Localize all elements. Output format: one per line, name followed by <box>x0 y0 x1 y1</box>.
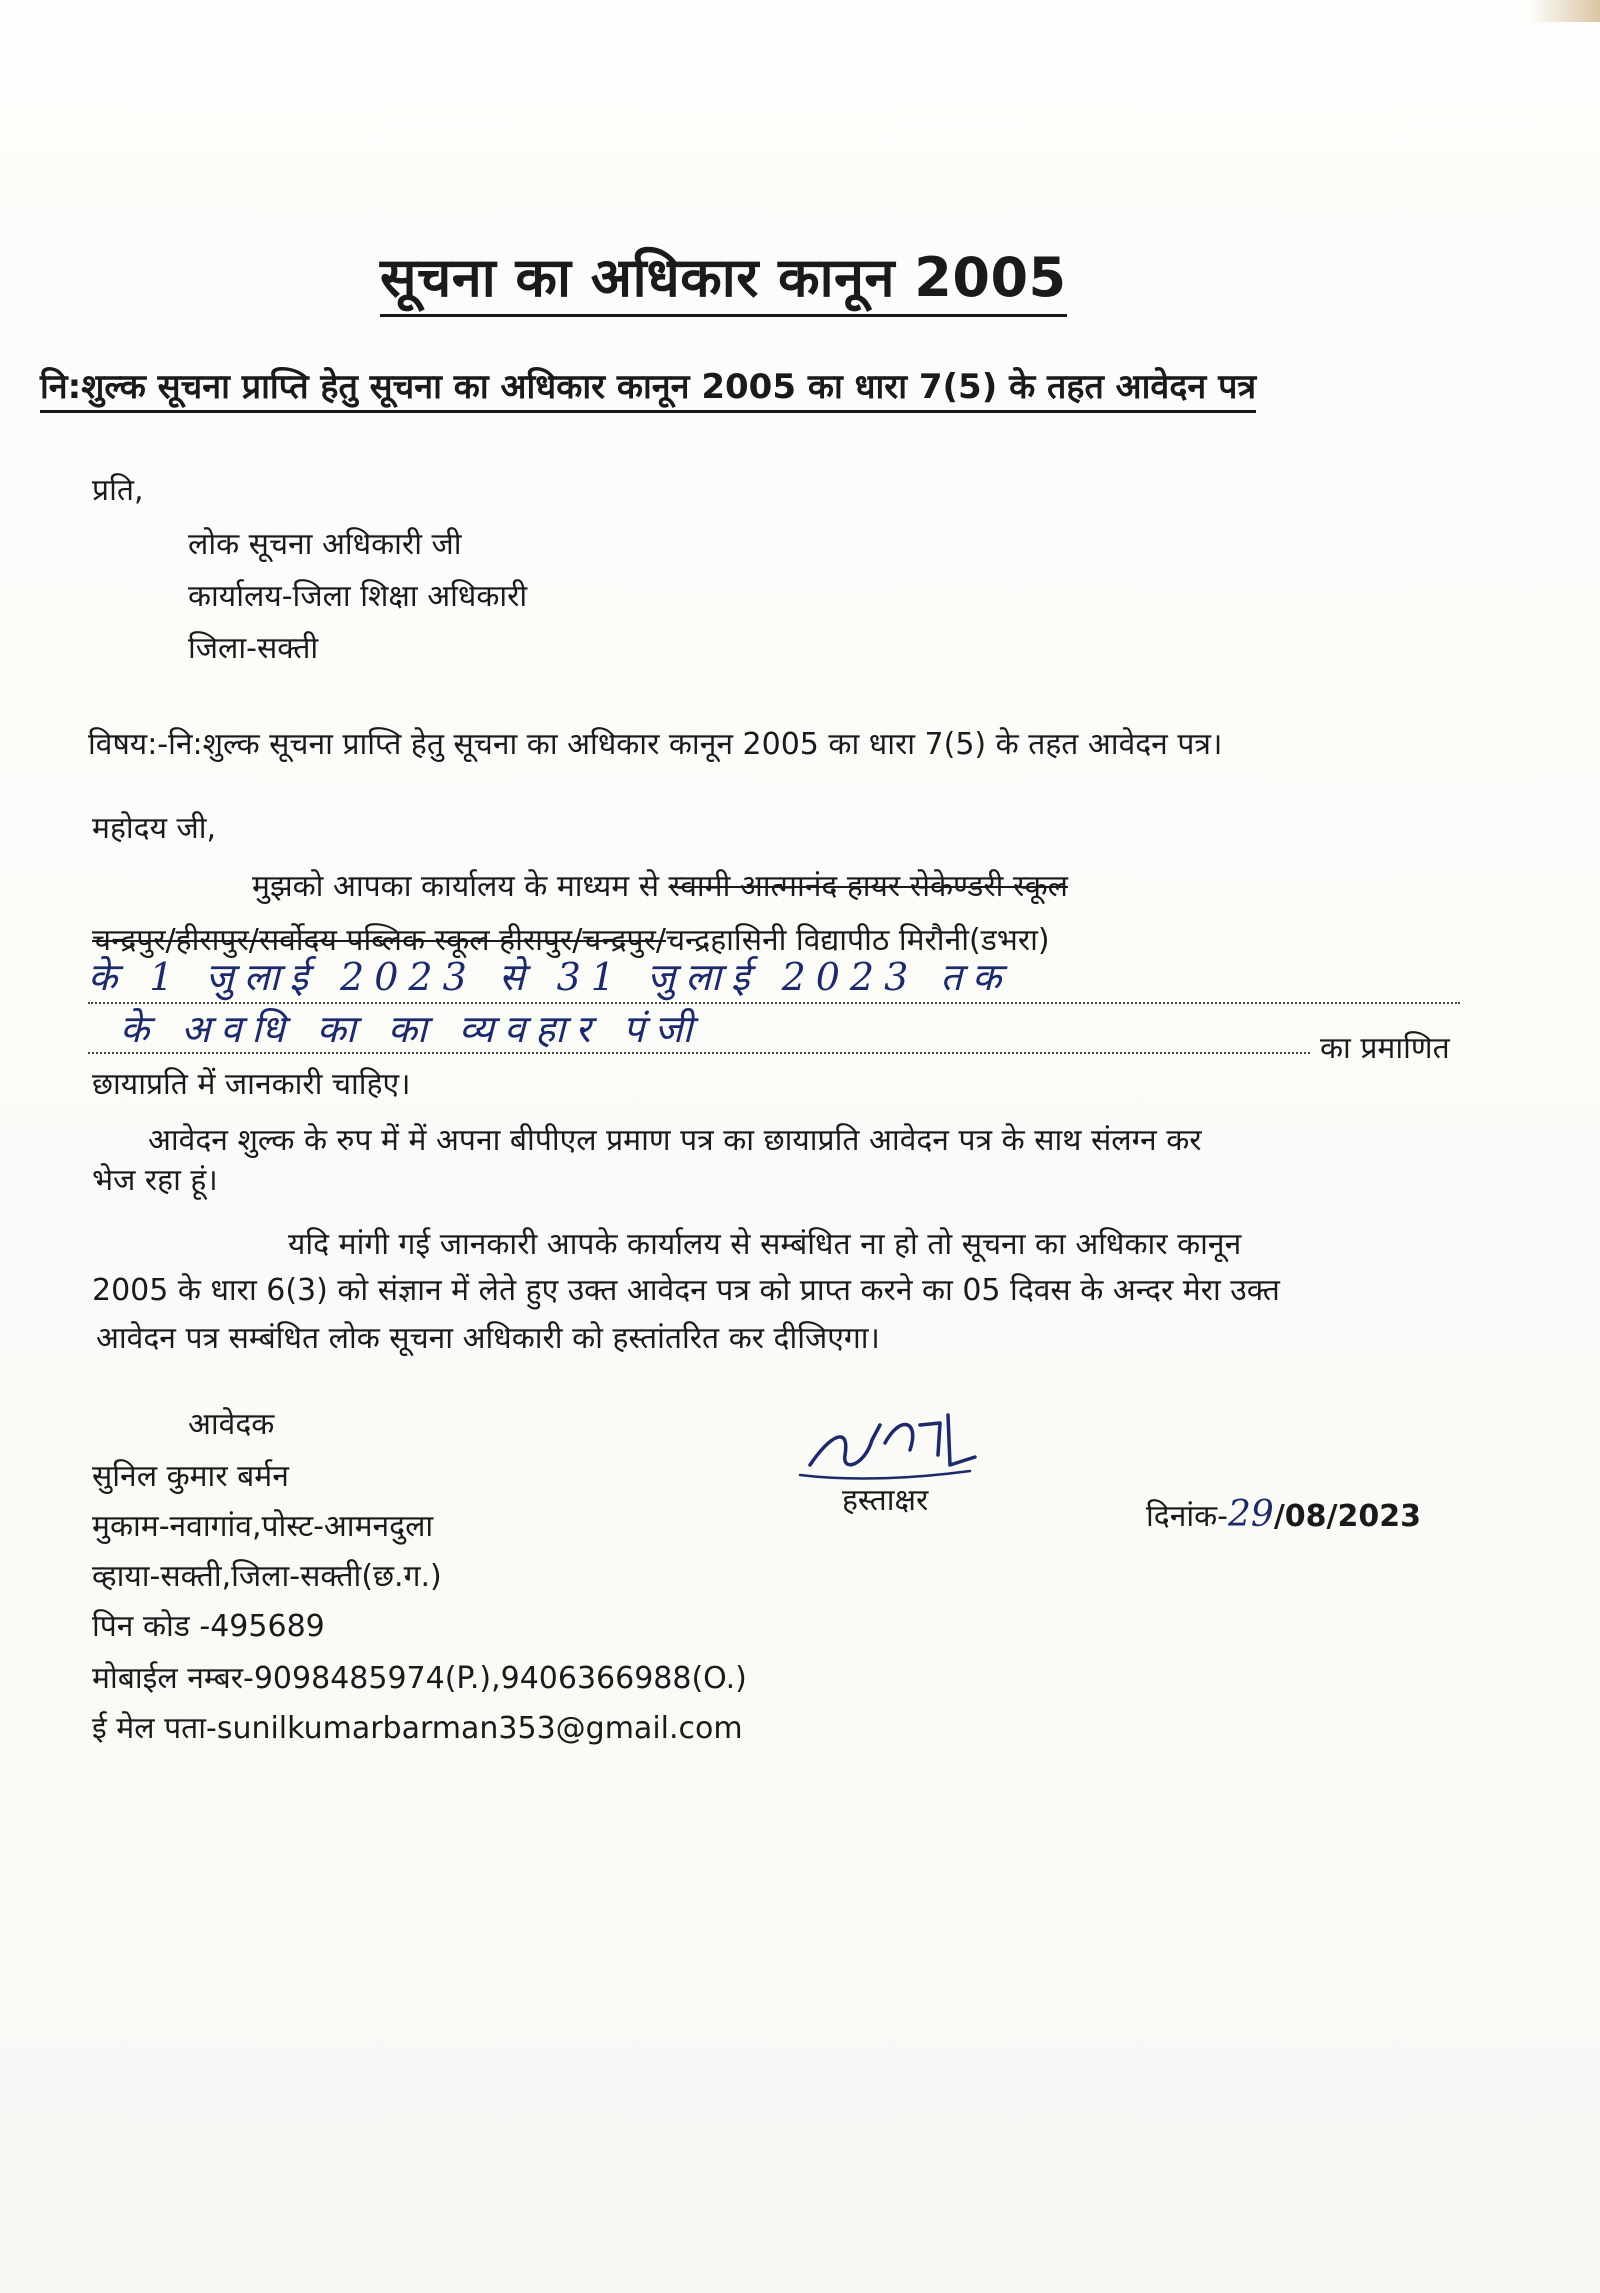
applicant-address: व्हाया-सक्ती,जिला-सक्ती(छ.ग.) <box>92 1559 442 1594</box>
handwritten-period: के 1 जुलाई 2023 से 31 जुलाई 2023 तक <box>88 955 1012 999</box>
document-subtitle: नि:शुल्क सूचना प्राप्ति हेतु सूचना का अधिकार कानून 2005 का धारा 7(5) के तहत आवेदन पत्र <box>40 362 1256 413</box>
to-label: प्रति, <box>92 473 144 508</box>
applicant-pin: पिन कोड -495689 <box>92 1609 325 1644</box>
body-line-intro <box>252 864 1068 905</box>
applicant-address: मुकाम-नवागांव,पोस्ट-आमनदुला <box>92 1509 434 1544</box>
certified-copy-text: का प्रमाणित <box>1320 1031 1450 1066</box>
applicant-mobile: मोबाईल नम्बर-9098485974(P.),9406366988(O.) <box>92 1661 747 1696</box>
applicant-name: सुनिल कुमार बर्मन <box>92 1459 289 1494</box>
handwritten-register: के अवधि का का व्यवहार पंजी <box>120 1007 703 1051</box>
date-label: दिनांक- <box>1146 1499 1228 1534</box>
date-field <box>1146 1494 1421 1535</box>
date-day-handwritten: 29 <box>1228 1494 1274 1535</box>
school-name: चन्द्रहासिनी विद्यापीठ मिरौनी(डभरा) <box>665 923 1050 958</box>
recipient-line: लोक सूचना अधिकारी जी <box>188 527 462 562</box>
document-title: सूचना का अधिकार कानून 2005 <box>380 238 1067 317</box>
salutation: महोदय जी, <box>92 811 217 846</box>
signature-label: हस्ताक्षर <box>842 1483 929 1518</box>
fee-paragraph-line: आवेदन शुल्क के रुप में में अपना बीपीएल प्रमाण पत्र का छायाप्रति आवेदन पत्र के साथ संलग्न कर <box>148 1123 1202 1158</box>
date-month-year: /08/2023 <box>1273 1499 1421 1534</box>
fee-paragraph-line: भेज रहा हूं। <box>92 1163 218 1198</box>
recipient-line: कार्यालय-जिला शिक्षा अधिकारी <box>188 579 528 614</box>
body-line-info: छायाप्रति में जानकारी चाहिए। <box>92 1067 411 1102</box>
body-intro-text: मुझको आपका कार्यालय के माध्यम से <box>252 869 659 904</box>
struck-school-1: स्वामी आत्मानंद हायर सेकेण्डरी स्कूल <box>668 869 1068 904</box>
transfer-paragraph-line: आवेदन पत्र सम्बंधित लोक सूचना अधिकारी को हस्तांतरित कर दीजिएगा। <box>96 1321 880 1356</box>
struck-school-2: चन्द्रपुर/हीरापुर/सर्वोदय पब्लिक स्कूल हीरापुर/चन्द्रपुर/ <box>92 923 666 958</box>
paper-stain <box>1530 0 1600 22</box>
transfer-paragraph-line: 2005 के धारा 6(3) को संज्ञान में लेते हुए उक्त आवेदन पत्र को प्राप्त करने का 05 दिवस के अन्दर मेरा उक्त <box>92 1273 1280 1308</box>
transfer-paragraph-line: यदि मांगी गई जानकारी आपके कार्यालय से सम्बंधित ना हो तो सूचना का अधिकार कानून <box>288 1227 1242 1262</box>
subject-line: विषय:-नि:शुल्क सूचना प्राप्ति हेतु सूचना का अधिकार कानून 2005 का धारा 7(5) के तहत आवेदन पत्र। <box>88 727 1223 762</box>
applicant-label: आवेदक <box>188 1407 275 1442</box>
applicant-email: ई मेल पता-sunilkumarbarman353@gmail.com <box>92 1711 743 1746</box>
recipient-line: जिला-सक्ती <box>188 631 319 666</box>
